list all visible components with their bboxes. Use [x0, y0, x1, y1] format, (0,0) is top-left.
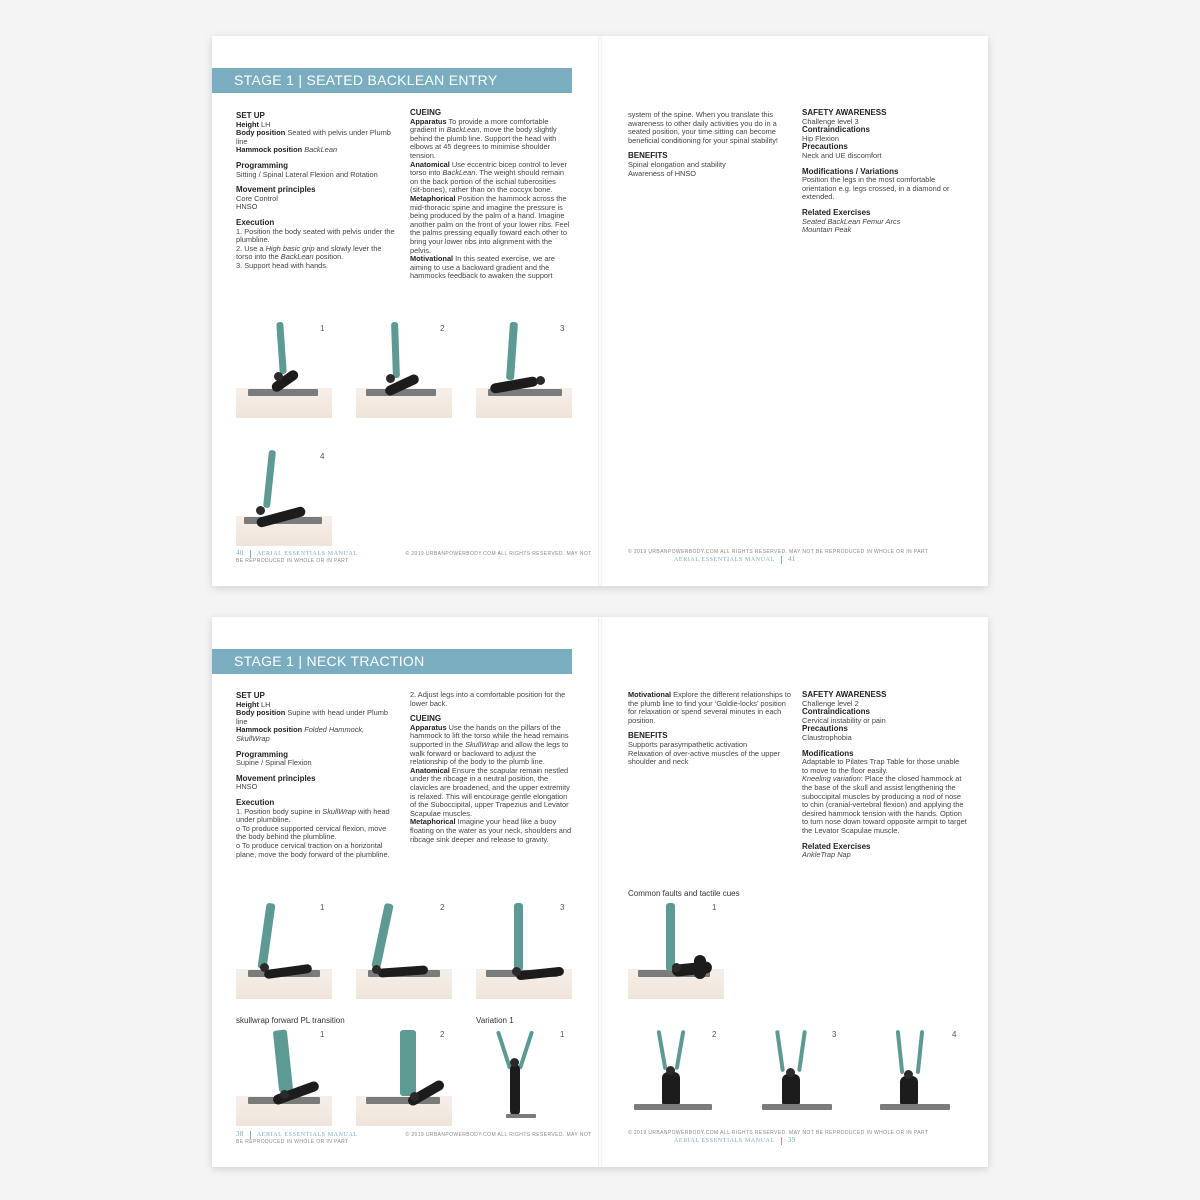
benefit-item: Awareness of HNSO — [628, 168, 697, 178]
page-footer — [236, 1130, 600, 1145]
photo-number: 1 — [560, 1030, 565, 1039]
page-number: 39 — [787, 1136, 796, 1145]
execution-step: 2. Adjust legs into a comfortable position for the lower back. — [410, 690, 566, 708]
precautions-value: Neck and UE discomfort — [802, 150, 882, 160]
setup-column — [236, 112, 396, 271]
photo-number: 4 — [320, 452, 325, 461]
exercise-photo — [236, 322, 332, 418]
photo-number: 2 — [440, 1030, 445, 1039]
photo-number: 2 — [440, 903, 445, 912]
setup-column: SET UP Height LH Body position Supine with head under Plumb line Hammock position Folded Hammock, SkullWrap Programming Supine / Spinal Flexion Movement principles HNSO Execution 1. Position body supine in SkullWrap with head under plumbline. o To produce supported cervical flexion, move the body behind the plumbline. o To produce cervical traction on a horizontal plane, move the body forward of the plumbline. — [236, 692, 396, 859]
page-footer — [628, 1130, 988, 1145]
photo-number: 3 — [560, 903, 565, 912]
exercise-photo — [356, 903, 452, 999]
execution-step: 3. Support head with hands. — [236, 260, 329, 270]
exercise-photo — [236, 450, 332, 546]
execution-step: 1. Position the body seated with pelvis under the plumbline. — [236, 226, 395, 245]
modifications-value: Kneeling variation: Place the closed hammock at the base of the skull and assist lengthening the suboccipital muscles by producing a nod of nose to chin (cranial-vertebral flexion) and applying the desired hammock tension with the hands. Option to turn nose down toward opposite armpit to target the Levator Scapulae muscle. — [802, 774, 967, 835]
modifications-heading: Modifications — [802, 748, 854, 758]
footer-copyright: © 2019 URBANPOWERBODY.COM ALL RIGHTS RESERVED. MAY NOT BE REPRODUCED IN WHOLE OR IN PART — [628, 1130, 929, 1137]
photo-number: 2 — [440, 324, 445, 333]
precautions-heading: Precautions — [802, 142, 848, 152]
contraindications-value: Cervical instability or pain — [802, 715, 886, 725]
footer-title: AERIAL ESSENTIALS MANUAL — [674, 557, 775, 564]
exercise-photo — [356, 1030, 452, 1126]
benefits-heading: BENEFITS — [628, 731, 668, 741]
movement-heading: Movement principles — [236, 185, 316, 195]
caption-skullwrap: skullwrap forward PL transition — [236, 1016, 345, 1025]
footer-title: AERIAL ESSENTIALS MANUAL — [256, 551, 358, 558]
modifications-heading: Modifications / Variations — [802, 166, 899, 176]
movement-value: HNSO — [236, 202, 258, 212]
programming-heading: Programming — [236, 749, 289, 759]
section-banner: STAGE 1 | NECK TRACTION — [212, 649, 572, 674]
cue-anatomical: Anatomical Ensure the scapular remain nestled under the ribcage in a neutral position, the clavicles are broadened, and the upper extremity is relaxed. This will encourage gentle elongation of the Suboccipital, upper Trapezius and Levator Scapulae muscles. — [410, 765, 570, 818]
exercise-photo — [476, 1030, 572, 1126]
contraindications-heading: Contraindications — [802, 125, 871, 135]
related-exercise: Mountain Peak — [802, 225, 852, 235]
footer-title: AERIAL ESSENTIALS MANUAL — [256, 1132, 358, 1139]
cueing-column — [410, 691, 572, 844]
cue-metaphorical: Metaphorical Position the hammock across the mid-thoracic spine and imagine the pressure is being produced by the palm of a hand. Imagine another palm on the front of your lower ribs. Feel the palms pressing equally toward each other to bring your lower ribs into alignment with the pelvis. — [410, 193, 570, 255]
body-key: Body position — [236, 128, 286, 138]
photo-number: 3 — [560, 324, 565, 333]
caption-common-faults: Common faults and tactile cues — [628, 889, 740, 898]
spread-neck-traction — [212, 617, 988, 1167]
cue-metaphorical: Metaphorical Imagine your head like a buoy floating on the water as your neck, shoulders and ribcage sink deeper and release to gravity. — [410, 817, 572, 844]
cueing-heading: CUEING — [410, 714, 442, 724]
footer-copyright: © 2019 URBANPOWERBODY.COM ALL RIGHTS RESERVED. MAY NOT BE REPRODUCED IN WHOLE OR IN PART — [628, 549, 929, 556]
page-40 — [212, 36, 600, 586]
modifications-value: Position the legs in the most comfortable orientation e.g. legs crossed, in a diamond or extended. — [802, 175, 950, 202]
benefit-item: Relaxation of over-active muscles of the upper shoulder and neck — [628, 748, 780, 767]
cue-motivational: Motivational In this seated exercise, we are aiming to use a backward gradient and the hammocks feedback to awaken the support — [410, 254, 556, 281]
page-number: 38 — [236, 1130, 244, 1139]
exercise-photo — [748, 1030, 844, 1126]
movement-value: Core Control — [236, 193, 278, 203]
challenge-level: Challenge level 3 — [802, 116, 859, 126]
contraindications-value: Hip Flexion — [802, 133, 839, 143]
benefits-heading: BENEFITS — [628, 151, 668, 161]
page-38 — [212, 617, 600, 1167]
execution-heading: Execution — [236, 797, 275, 807]
challenge-level: Challenge level 2 — [802, 698, 859, 708]
related-heading: Related Exercises — [802, 207, 871, 217]
modifications-value: Adaptable to Pilates Trap Table for those unable to move to the floor easily. — [802, 757, 960, 775]
height-key: Height — [236, 119, 259, 129]
photo-number: 1 — [320, 324, 325, 333]
photo-number: 1 — [320, 903, 325, 912]
exercise-photo — [476, 322, 572, 418]
related-exercise: Seated BackLean Femur Arcs — [802, 216, 901, 226]
safety-heading: SAFETY AWARENESS — [802, 690, 887, 699]
programming-value: Supine / Spinal Flexion — [236, 758, 312, 768]
benefit-item: Supports parasympathetic activation — [628, 739, 748, 749]
cueing-column — [410, 109, 570, 281]
contraindications-heading: Contraindications — [802, 707, 871, 717]
safety-column — [802, 109, 967, 235]
movement-heading: Movement principles — [236, 773, 316, 783]
precautions-value: Claustrophobia — [802, 732, 852, 742]
execution-step: 1. Position body supine in SkullWrap with head under plumbline. — [236, 806, 390, 825]
caption-variation: Variation 1 — [476, 1016, 514, 1025]
page-number: 41 — [787, 555, 796, 564]
continued-column — [628, 111, 788, 178]
related-heading: Related Exercises — [802, 841, 871, 851]
page-39 — [600, 617, 988, 1167]
execution-step: 2. Use a High basic grip and slowly lever the torso into the BackLean position. — [236, 243, 382, 262]
footer-title: AERIAL ESSENTIALS MANUAL — [674, 1138, 775, 1145]
hammock-value: BackLean — [304, 145, 338, 155]
safety-heading: SAFETY AWARENESS — [802, 108, 887, 117]
motivational-column — [628, 691, 794, 767]
execution-step: o To produce supported cervical flexion, move the body behind the plumbline. — [236, 823, 387, 842]
setup-heading: SET UP — [236, 691, 265, 700]
movement-value: HNSO — [236, 782, 258, 792]
exercise-photo — [476, 903, 572, 999]
page-footer — [236, 549, 600, 564]
photo-number: 1 — [320, 1030, 325, 1039]
section-banner: STAGE 1 | SEATED BACKLEAN ENTRY — [212, 68, 572, 93]
exercise-photo — [628, 1030, 724, 1126]
cue-motivational: Motivational Explore the different relationships to the plumb line to find your ‘Goldie-locks’ position for relaxation or spend several minutes in each position. — [628, 690, 791, 725]
photo-number: 3 — [832, 1030, 837, 1039]
cueing-heading: CUEING — [410, 108, 442, 117]
page-footer — [628, 549, 988, 564]
exercise-photo — [868, 1030, 964, 1126]
hammock-key: Hammock position — [236, 145, 303, 155]
precautions-heading: Precautions — [802, 724, 848, 734]
setup-heading: SET UP — [236, 111, 265, 120]
execution-heading: Execution — [236, 217, 275, 227]
programming-heading: Programming — [236, 160, 289, 170]
safety-column — [802, 691, 967, 860]
photo-number: 1 — [712, 903, 717, 912]
photo-number: 4 — [952, 1030, 957, 1039]
execution-step: o To produce cervical traction on a horizontal plane, move the body forward of the plumbline. — [236, 840, 390, 859]
exercise-photo — [356, 322, 452, 418]
cue-anatomical: Anatomical Use eccentric bicep control to lever torso into BackLean. The weight should remain on the back portion of the ischial tuberosities (sit-bones), rather than on the coccyx bone. — [410, 159, 567, 195]
exercise-photo — [628, 903, 724, 999]
page-41 — [600, 36, 988, 586]
spread-seated-backlean — [212, 36, 988, 586]
footer-copyright: © 2019 URBANPOWERBODY.COM ALL RIGHTS RESERVED. MAY NOT BE REPRODUCED IN WHOLE OR IN PART — [236, 551, 592, 564]
photo-number: 2 — [712, 1030, 717, 1039]
programming-value: Sitting / Spinal Lateral Flexion and Rotation — [236, 169, 378, 179]
footer-copyright: © 2019 URBANPOWERBODY.COM ALL RIGHTS RESERVED. MAY NOT BE REPRODUCED IN WHOLE OR IN PART — [236, 1132, 592, 1145]
benefit-item: Spinal elongation and stability — [628, 159, 726, 169]
cue-apparatus: Apparatus To provide a more comfortable gradient in BackLean, move the body slightly behind the plumb line. Support the head with elbows at 45 degrees to minimise shoulder tension. — [410, 116, 557, 160]
related-exercise: AnkleTrap Nap — [802, 850, 851, 860]
exercise-photo — [236, 903, 332, 999]
cue-apparatus: Apparatus Use the hands on the pillars of the hammock to lift the torso while the head remains supported in the SkullWrap and allow the legs to walk forward or backward to adjust the relationship of the body to the plumb line. — [410, 722, 569, 767]
height-value: LH — [259, 119, 271, 129]
page-number: 40 — [236, 549, 244, 558]
exercise-photo — [236, 1030, 332, 1126]
continued-text: system of the spine. When you translate this awareness to other daily activities you do in a seated position, your time sitting can become beneficial conditioning for your spinal stability! — [628, 110, 778, 145]
body-value: Seated with pelvis under Plumb line — [236, 128, 391, 146]
